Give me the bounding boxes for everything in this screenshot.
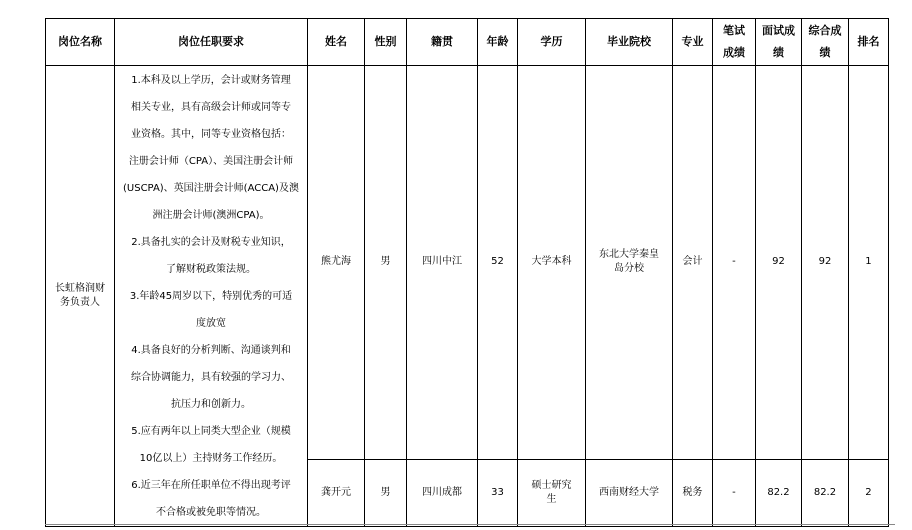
requirement-line: 5.应有两年以上同类大型企业（规模 [131,426,291,437]
header-interview-line2: 绩 [772,46,784,59]
candidate-education: 大学本科 [517,66,585,460]
header-requirements: 岗位任职要求 [115,19,308,66]
candidate-origin: 四川中江 [406,66,477,460]
requirement-line: 度放宽 [195,318,226,329]
header-interview-line1: 面试成 [761,24,795,37]
candidate-gender: 男 [364,66,406,460]
candidate-education-line1: 硕士研究 [531,479,572,491]
candidate-origin: 四川成都 [406,459,477,526]
requirement-line: 4.具备良好的分析判断、沟通谈判和 [131,345,291,356]
position-name-line2: 务负责人 [60,297,100,308]
header-education: 学历 [517,19,585,66]
header-rank: 排名 [848,19,888,66]
position-name-cell [46,66,115,527]
header-interview-score [755,19,801,66]
header-total-score [801,19,848,66]
header-origin: 籍贯 [406,19,477,66]
header-row [46,19,889,66]
header-name: 姓名 [307,19,364,66]
candidate-interview-score: 92 [755,66,801,460]
header-total-line1: 综合成 [808,24,842,37]
divider [45,524,895,525]
requirement-line: 1.本科及以上学历，会计或财务管理 [131,75,291,86]
requirement-line: 不合格或被免职等情况。 [155,507,266,518]
header-written-score [712,19,755,66]
cropped-next-line [0,518,912,530]
header-age: 年龄 [477,19,517,66]
requirement-line: 6.近三年在所任职单位不得出现考评 [131,480,291,491]
candidate-major: 会计 [672,66,712,460]
requirement-line: 相关专业，具有高级会计师或同等专 [130,102,291,113]
candidate-gender: 男 [364,459,406,526]
candidate-name: 熊尤海 [307,66,364,460]
candidate-roster-table [45,18,889,527]
candidate-education [517,459,585,526]
candidate-rank: 1 [848,66,888,460]
requirement-line: 10亿以上）主持财务工作经历。 [139,453,283,464]
candidate-name: 龚开元 [307,459,364,526]
candidate-school [585,66,672,460]
header-position: 岗位名称 [46,19,115,66]
candidate-major: 税务 [672,459,712,526]
candidate-total-score: 92 [801,66,848,460]
header-written-line1: 笔试 [722,24,745,37]
position-name-line1: 长虹格润财 [55,283,105,294]
candidate-age: 52 [477,66,517,460]
requirement-line: 3.年龄45周岁以下，特别优秀的可适 [129,291,293,302]
header-school: 毕业院校 [585,19,672,66]
requirement-line: 业资格。其中，同等专业资格包括： [130,129,291,140]
candidate-school-line1: 东北大学秦皇 [598,249,659,261]
candidate-education-line2: 生 [546,493,557,505]
requirement-line: 洲注册会计师(澳洲CPA)。 [152,210,270,221]
requirement-line: 抗压力和创新力。 [170,399,251,410]
candidate-age: 33 [477,459,517,526]
candidate-total-score: 82.2 [801,459,848,526]
candidate-school: 西南财经大学 [585,459,672,526]
requirement-line: 2.具备扎实的会计及财税专业知识， [131,237,291,248]
header-written-line2: 成绩 [722,46,745,59]
requirement-line: 注册会计师（CPA）、美国注册会计师 [128,156,294,167]
candidate-written-score: - [712,459,755,526]
requirements-cell [115,66,308,527]
requirement-line: 综合协调能力，具有较强的学习力、 [130,372,291,383]
requirement-line: (USCPA)、英国注册会计师(ACCA)及澳 [123,183,299,194]
candidate-school-line2: 岛分校 [613,263,644,275]
candidate-interview-score: 82.2 [755,459,801,526]
candidate-rank: 2 [848,459,888,526]
header-gender: 性别 [364,19,406,66]
candidate-written-score: - [712,66,755,460]
requirement-line: 了解财税政策法规。 [165,264,256,275]
requirements-list [115,66,307,526]
header-major: 专业 [672,19,712,66]
header-total-line2: 绩 [819,46,831,59]
table-row [46,66,889,460]
